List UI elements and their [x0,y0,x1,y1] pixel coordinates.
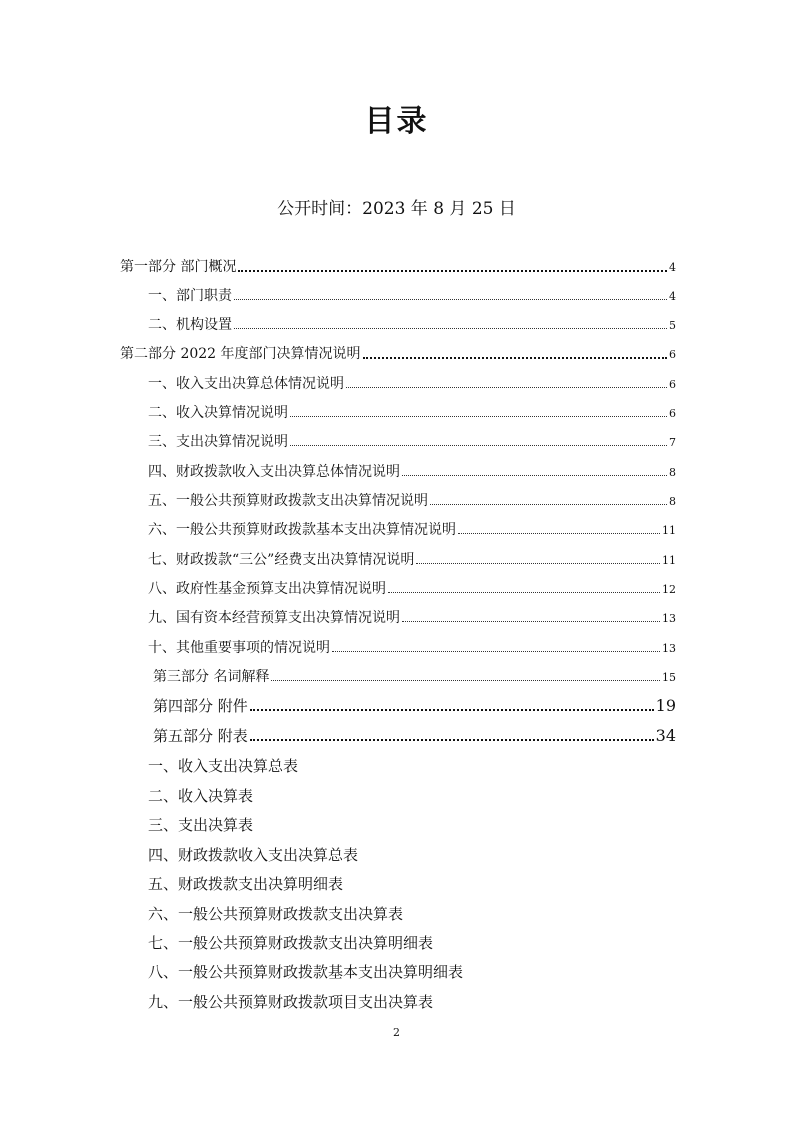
toc-leader [250,696,654,711]
toc-entry-page: 15 [662,671,676,684]
appendix-item: 九、一般公共预算财政拨款项目支出决算表 [148,993,434,1011]
toc-entry-label: 十、其他重要事项的情况说明 [148,640,330,656]
toc-entry-label: 八、政府性基金预算支出决算情况说明 [148,581,386,597]
toc-leader [234,315,667,329]
toc-leader [458,520,660,534]
toc-entry-label: 一、部门职责 [148,288,232,304]
toc-entry-page: 12 [662,583,676,596]
toc-entry[interactable] [148,462,676,484]
toc-entry[interactable] [148,315,676,337]
toc-entry-page: 7 [669,436,676,449]
toc-entry[interactable] [148,374,676,396]
toc-entry[interactable] [153,667,676,689]
toc-leader [234,286,667,300]
appendix-item: 六、一般公共预算财政拨款支出决算表 [148,905,404,923]
toc-leader [290,432,667,446]
appendix-item: 八、一般公共预算财政拨款基本支出决算明细表 [148,963,464,981]
toc-entry-label: 二、收入决算情况说明 [148,405,288,421]
toc-entry-page: 6 [669,407,676,420]
toc-entry-page: 8 [669,466,676,479]
appendix-item: 三、支出决算表 [148,816,254,834]
toc-leader [363,344,667,359]
toc-entry-page: 4 [669,290,676,303]
publish-time: 公开时间：2023 年 8 月 25 日 [277,199,516,219]
appendix-item: 二、收入决算表 [148,787,254,805]
toc-entry-page: 6 [669,348,676,361]
appendix-item: 五、财政拨款支出决算明细表 [148,875,344,893]
toc-entry-label: 五、一般公共预算财政拨款支出决算情况说明 [148,493,428,509]
appendix-item: 四、财政拨款收入支出决算总表 [148,846,359,864]
toc-entry-label: 四、财政拨款收入支出决算总体情况说明 [148,464,400,480]
toc-entry-page: 4 [669,261,676,274]
toc-entry[interactable] [148,286,676,308]
toc-leader [332,638,660,652]
toc-entry[interactable] [153,696,676,718]
appendix-item: 七、一般公共预算财政拨款支出决算明细表 [148,934,434,952]
toc-entry[interactable] [148,638,676,660]
toc-entry[interactable] [120,257,676,279]
toc-entry[interactable] [148,579,676,601]
toc-entry-page: 13 [662,642,676,655]
toc-leader [271,667,660,681]
toc-leader [238,257,667,272]
toc-leader [416,550,660,564]
toc-entry[interactable] [148,608,676,630]
toc-entry[interactable] [148,550,676,572]
toc-entry-label: 九、国有资本经营预算支出决算情况说明 [148,610,400,626]
toc-leader [290,403,667,417]
toc-leader [430,491,667,505]
toc-entry-label: 第三部分 名词解释 [153,669,270,685]
toc-entry-page: 11 [662,524,676,537]
toc-entry[interactable] [153,726,676,748]
toc-entry[interactable] [148,403,676,425]
toc-entry-page: 5 [669,319,676,332]
toc-entry[interactable] [120,344,676,366]
toc-entry-page: 13 [662,612,676,625]
toc-entry-page: 8 [669,495,676,508]
toc-leader [402,608,660,622]
toc-leader [388,579,660,593]
page-number: 2 [393,1026,400,1039]
toc-entry-label: 第四部分 附件 [153,697,248,715]
toc-entry[interactable] [148,491,676,513]
toc-entry-label: 第一部分 部门概况 [120,259,237,275]
toc-entry-label: 三、支出决算情况说明 [148,434,288,450]
toc-entry-label: 六、一般公共预算财政拨款基本支出决算情况说明 [148,522,456,538]
toc-entry-label: 七、财政拨款“三公”经费支出决算情况说明 [148,552,415,568]
toc-entry-label: 第二部分 2022 年度部门决算情况说明 [120,346,361,362]
toc-entry[interactable] [148,520,676,542]
toc-entry-label: 第五部分 附表 [153,727,248,745]
toc-entry-page: 11 [662,554,676,567]
page-title: 目录 [364,104,429,139]
toc-leader [250,726,654,741]
toc-leader [402,462,667,476]
toc-entry-label: 一、收入支出决算总体情况说明 [148,376,344,392]
toc-entry-page: 34 [655,726,676,745]
appendix-item: 一、收入支出决算总表 [148,757,299,775]
toc-entry[interactable] [148,432,676,454]
toc-leader [346,374,667,388]
toc-entry-page: 19 [655,696,676,715]
toc-entry-page: 6 [669,378,676,391]
toc-entry-label: 二、机构设置 [148,317,232,333]
